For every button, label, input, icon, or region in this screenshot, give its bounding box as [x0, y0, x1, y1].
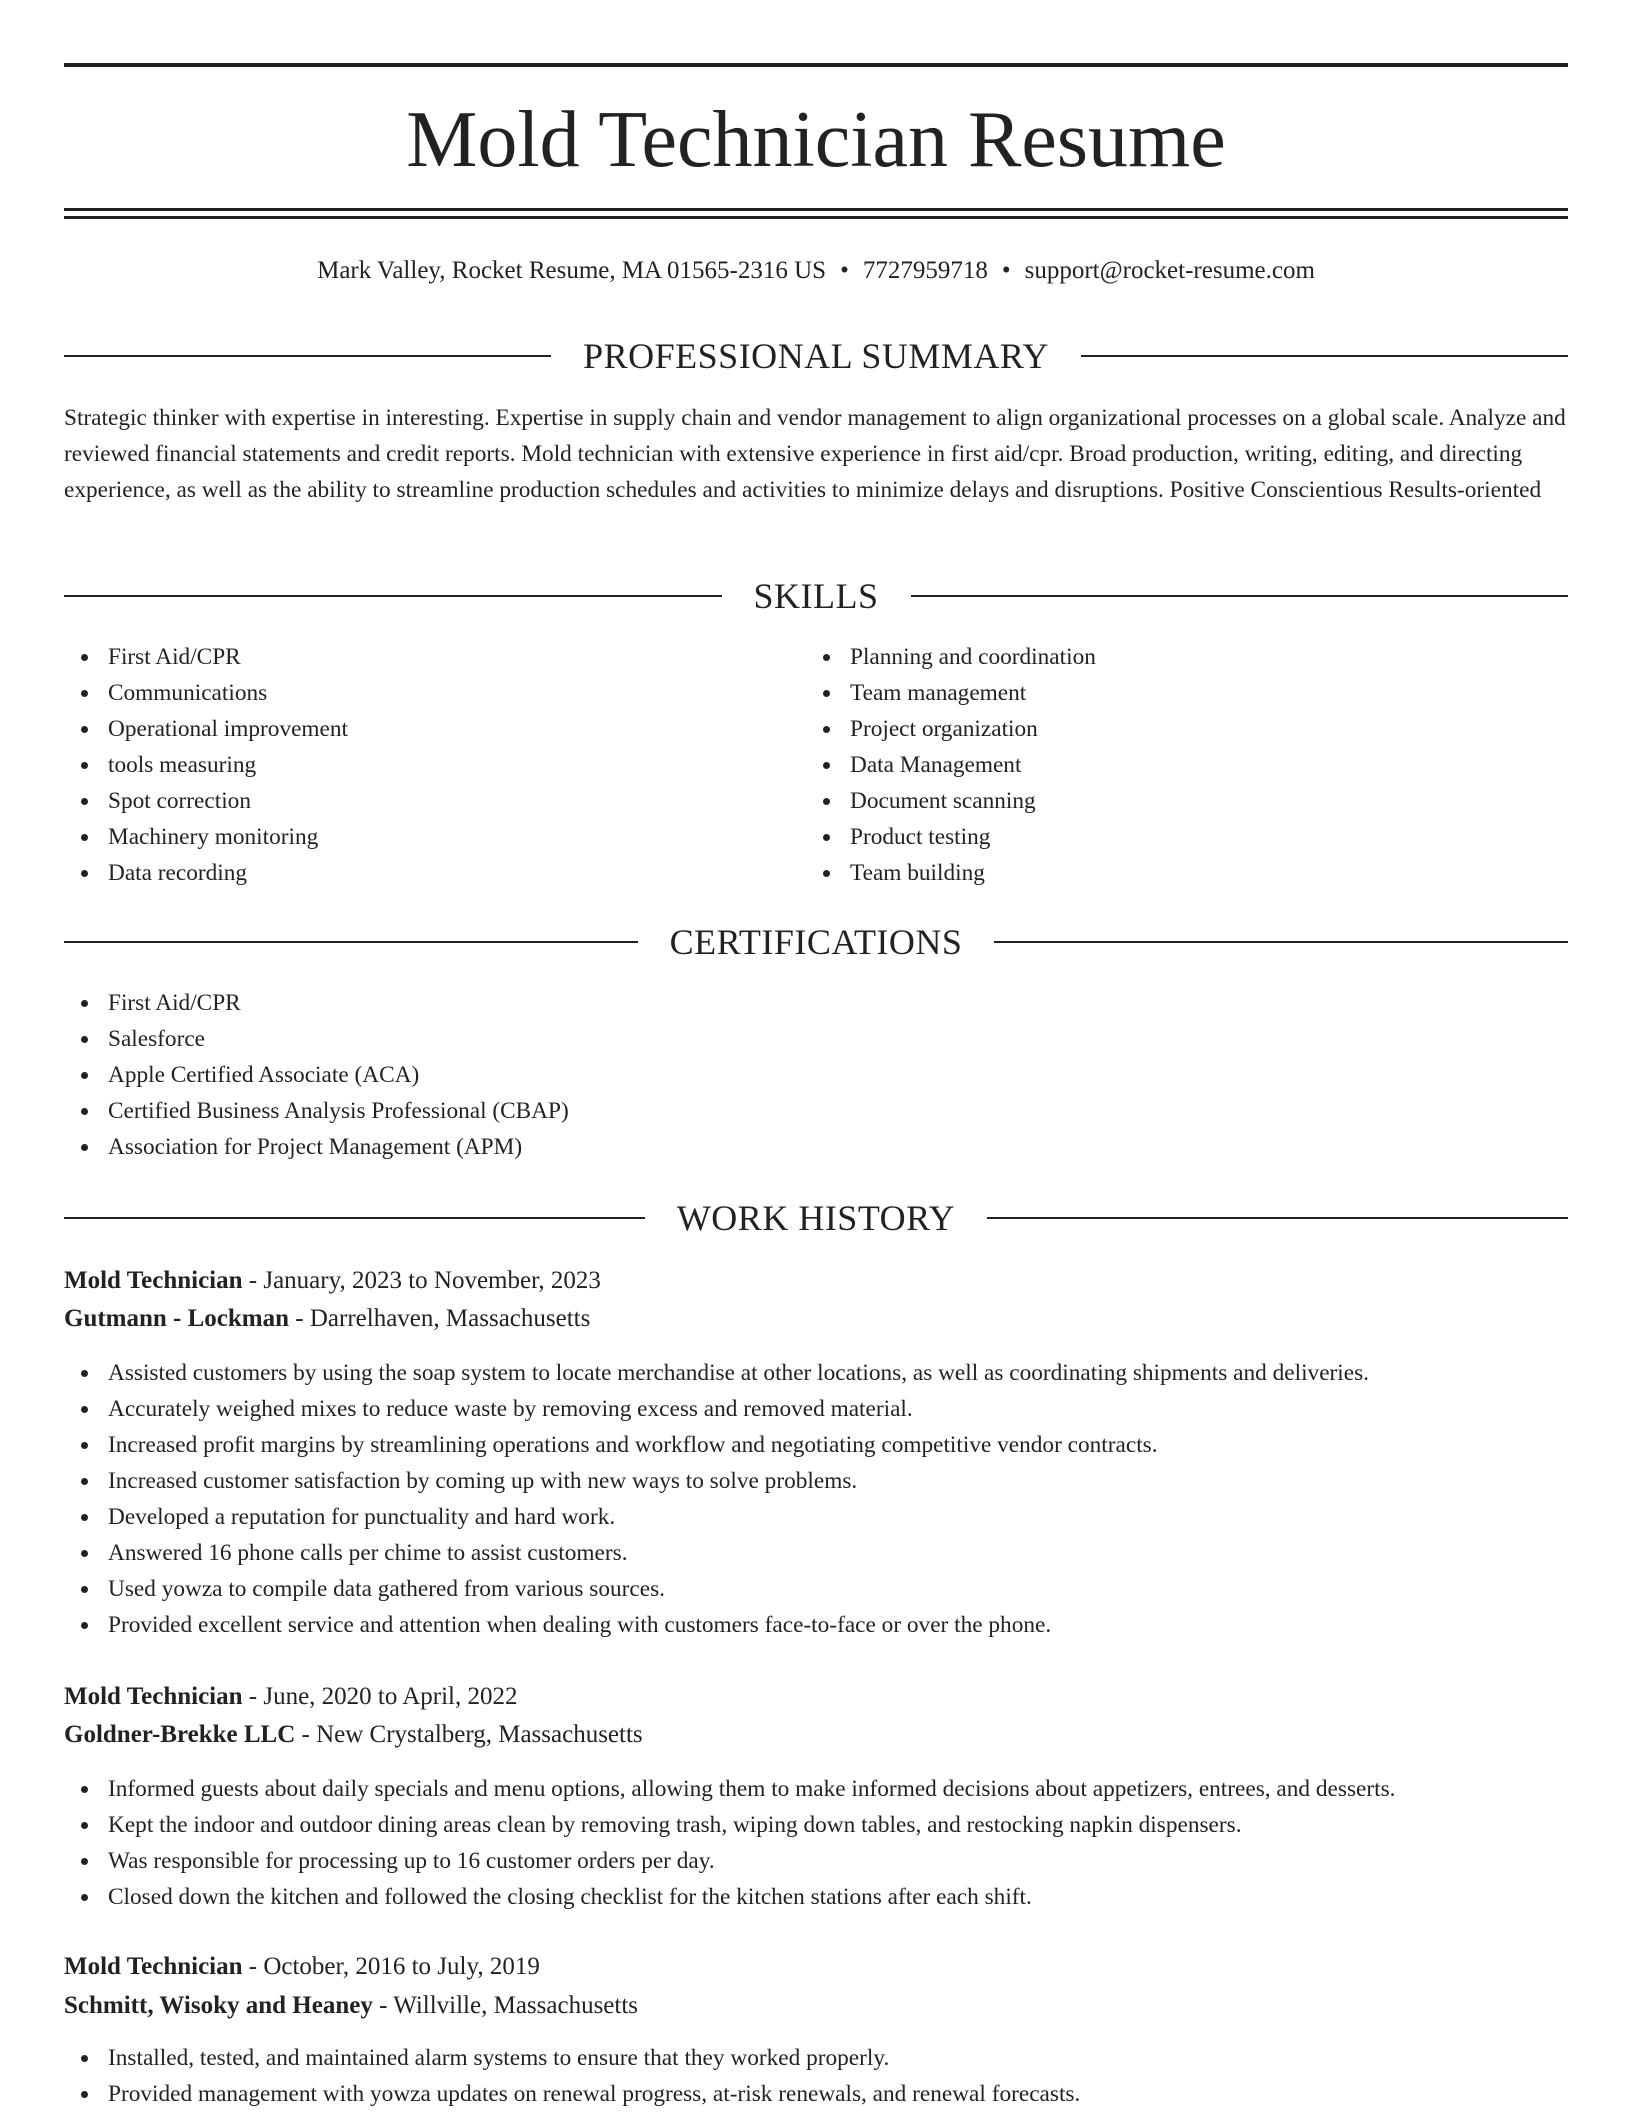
divider	[64, 595, 722, 597]
job-bullet: Answered 16 phone calls per chime to assist customers.	[64, 1535, 1369, 1571]
job-company: Gutmann - Lockman	[64, 1305, 290, 1332]
job-title: Mold Technician	[64, 1683, 243, 1710]
job-bullet: Informed guests about daily specials and menu options, allowing them to make informed decisions about appetizers, entrees, and desserts.	[64, 1771, 1395, 1807]
contact-address: Mark Valley, Rocket Resume, MA 01565-2316 US	[317, 257, 827, 284]
certification-item: Association for Project Management (APM)	[64, 1129, 569, 1165]
skill-item: First Aid/CPR	[64, 639, 348, 675]
contact-line	[64, 254, 1568, 288]
work-history-heading	[64, 1196, 1568, 1240]
job-dates: - June, 2020 to April, 2022	[242, 1683, 518, 1710]
job-bullet: Accurately weighed mixes to reduce waste by removing excess and removed material.	[64, 1391, 1369, 1427]
certification-item: First Aid/CPR	[64, 985, 569, 1021]
skill-item: Communications	[64, 675, 348, 711]
job-bullet: Was responsible for processing up to 16 customer orders per day.	[64, 1843, 1395, 1879]
skill-item: Machinery monitoring	[64, 819, 348, 855]
job-bullets	[64, 1355, 1369, 1643]
contact-email: support@rocket-resume.com	[1024, 257, 1315, 284]
work-history-heading-label: WORK HISTORY	[676, 1198, 956, 1238]
summary-heading-label: PROFESSIONAL SUMMARY	[583, 336, 1049, 376]
certification-item: Apple Certified Associate (ACA)	[64, 1057, 569, 1093]
job-bullet: Used yowza to compile data gathered from various sources.	[64, 1571, 1369, 1607]
certifications-list	[64, 985, 569, 1165]
job-company: Schmitt, Wisoky and Heaney	[64, 1992, 373, 2019]
job-location: - Willville, Massachusetts	[372, 1992, 639, 2019]
skill-item: Product testing	[806, 819, 1096, 855]
skill-item: Project organization	[806, 711, 1096, 747]
skills-heading	[64, 574, 1568, 618]
skill-item: tools measuring	[64, 747, 348, 783]
job-bullet: Assisted customers by using the soap system to locate merchandise at other locations, as well as coordinating shipments and deliveries.	[64, 1355, 1369, 1391]
divider	[64, 1217, 645, 1219]
certifications-heading-label: CERTIFICATIONS	[669, 922, 963, 962]
job-dates: - January, 2023 to November, 2023	[242, 1267, 601, 1294]
page-title: Mold Technician Resume	[406, 96, 1226, 184]
job-bullets	[64, 2040, 1080, 2112]
skills-list-left	[64, 639, 348, 891]
job-bullets	[64, 1771, 1395, 1915]
job-location: - New Crystalberg, Massachusetts	[295, 1721, 643, 1748]
job-title: Mold Technician	[64, 1267, 243, 1294]
job-bullet: Increased profit margins by streamlining operations and workflow and negotiating competitive vendor contracts.	[64, 1427, 1369, 1463]
skills-heading-label: SKILLS	[753, 576, 879, 616]
skills-list-right	[806, 639, 1096, 891]
job-bullet: Provided management with yowza updates on renewal progress, at-risk renewals, and renewal forecasts.	[64, 2076, 1080, 2112]
job-title-line	[64, 1678, 1568, 1716]
job-title-line	[64, 1262, 1568, 1300]
contact-separator: •	[840, 257, 849, 284]
certification-item: Certified Business Analysis Professional (CBAP)	[64, 1093, 569, 1129]
job-bullet: Installed, tested, and maintained alarm systems to ensure that they worked properly.	[64, 2040, 1080, 2076]
job-bullet: Closed down the kitchen and followed the closing checklist for the kitchen stations after each shift.	[64, 1879, 1395, 1915]
job-title-line	[64, 1948, 1568, 1986]
certifications-heading	[64, 920, 1568, 964]
job-location: - Darrelhaven, Massachusetts	[289, 1305, 591, 1332]
divider	[64, 941, 638, 943]
skill-item: Document scanning	[806, 783, 1096, 819]
divider	[987, 1217, 1568, 1219]
divider	[994, 941, 1568, 943]
summary-text: Strategic thinker with expertise in interesting. Expertise in supply chain and vendor management to align organizational processes on a global scale. Analyze and reviewed financial statements and credit reports. Mold technician with extensive experience in first aid/cpr. Broad production, writing, editing, and directing experience, as well as the ability to streamline production schedules and activities to minimize delays and disruptions. Positive Conscientious Results-oriented	[64, 405, 1566, 503]
job-company-line	[64, 1987, 1568, 2025]
contact-phone: 7727959718	[862, 257, 988, 284]
job-title: Mold Technician	[64, 1953, 243, 1980]
job-bullet: Developed a reputation for punctuality and hard work.	[64, 1499, 1369, 1535]
skill-item: Operational improvement	[64, 711, 348, 747]
job-company-line	[64, 1300, 1568, 1338]
job-dates: - October, 2016 to July, 2019	[242, 1953, 540, 1980]
job-bullet: Provided excellent service and attention when dealing with customers face-to-face or over the phone.	[64, 1607, 1369, 1643]
job-bullet: Increased customer satisfaction by coming up with new ways to solve problems.	[64, 1463, 1369, 1499]
skill-item: Data Management	[806, 747, 1096, 783]
title-rule-lower	[64, 216, 1568, 219]
summary-heading	[64, 334, 1568, 378]
skill-item: Team management	[806, 675, 1096, 711]
skill-item: Team building	[806, 855, 1096, 891]
skill-item: Data recording	[64, 855, 348, 891]
job-company-line	[64, 1716, 1568, 1754]
job-company: Goldner-Brekke LLC	[64, 1721, 296, 1748]
divider	[1081, 355, 1568, 357]
job-bullet: Kept the indoor and outdoor dining areas clean by removing trash, wiping down tables, and restocking napkin dispensers.	[64, 1807, 1395, 1843]
title-rule-upper	[64, 208, 1568, 211]
contact-separator: •	[1001, 257, 1011, 284]
skill-item: Planning and coordination	[806, 639, 1096, 675]
divider	[64, 355, 551, 357]
divider	[911, 595, 1569, 597]
skill-item: Spot correction	[64, 783, 348, 819]
certification-item: Salesforce	[64, 1021, 569, 1057]
top-rule	[64, 63, 1568, 67]
